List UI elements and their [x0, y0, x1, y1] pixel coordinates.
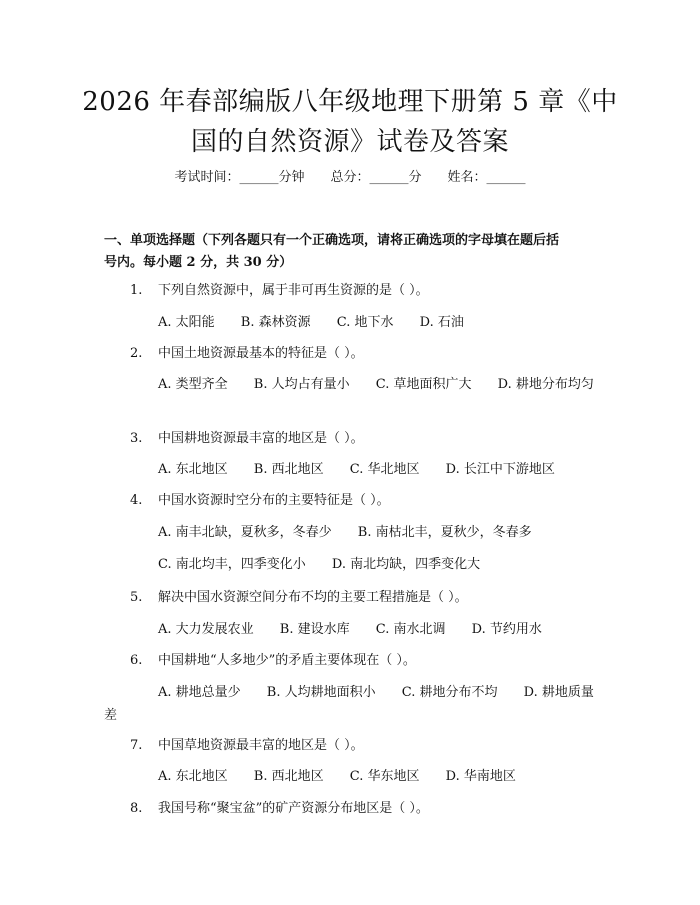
- student-name-field: 姓名：______: [447, 170, 526, 185]
- option-c: C. 地下水: [336, 315, 394, 330]
- section-heading: [104, 230, 604, 274]
- question-text: 中国水资源时空分布的主要特征是（ ）。: [158, 493, 390, 508]
- option-c: C. 草地面积广大: [375, 377, 472, 392]
- option-b: B. 森林资源: [240, 315, 311, 330]
- option-c: C. 华北地区: [349, 462, 420, 477]
- exam-meta: [0, 169, 700, 187]
- question-4: [130, 492, 390, 510]
- option-a: A. 太阳能: [158, 315, 215, 330]
- option-c: C. 华东地区: [349, 769, 420, 784]
- option-d: D. 节约用水: [471, 622, 542, 637]
- question-5-options: [104, 618, 600, 641]
- question-number: 5.: [130, 590, 143, 605]
- question-number: 7.: [130, 738, 143, 753]
- option-d: D. 耕地分布均匀: [497, 377, 594, 392]
- question-number: 1.: [130, 283, 143, 298]
- question-text: 中国耕地“人多地少”的矛盾主要体现在（ ）。: [158, 653, 416, 668]
- title-line-1: 2026 年春部编版八年级地理下册第 5 章《中: [82, 87, 618, 117]
- question-text: 中国土地资源最基本的特征是（ ）。: [158, 346, 364, 361]
- question-6: [130, 652, 416, 670]
- question-text: 下列自然资源中，属于非可再生资源的是（ ）。: [158, 283, 429, 298]
- exam-time-field: 考试时间：______分钟: [174, 170, 305, 185]
- question-1: [130, 282, 429, 300]
- option-b: B. 人均耕地面积小: [266, 685, 376, 700]
- question-text: 中国草地资源最丰富的地区是（ ）。: [158, 738, 364, 753]
- question-number: 8.: [130, 801, 143, 816]
- option-a: A. 耕地总量少: [158, 685, 241, 700]
- question-1-options: [104, 311, 600, 334]
- question-2: [130, 345, 364, 363]
- section-heading-line-1: 一、单项选择题（下列各题只有一个正确选项，请将正确选项的字母填在题后括: [104, 233, 560, 248]
- option-d: D. 耕地质量差: [104, 685, 594, 723]
- option-b: B. 西北地区: [253, 462, 324, 477]
- question-7: [130, 737, 364, 755]
- question-text: 中国耕地资源最丰富的地区是（ ）。: [158, 431, 364, 446]
- option-b: B. 西北地区: [253, 769, 324, 784]
- question-number: 6.: [130, 653, 143, 668]
- question-7-options: [104, 765, 600, 788]
- document-title: [60, 82, 640, 162]
- question-number: 3.: [130, 431, 143, 446]
- total-score-field: 总分：______分: [330, 170, 422, 185]
- option-b: B. 南枯北丰，夏秋少，冬春多: [357, 525, 532, 540]
- question-6-options: [104, 681, 600, 727]
- option-a: A. 大力发展农业: [158, 622, 254, 637]
- option-c: C. 南水北调: [375, 622, 446, 637]
- option-b: B. 建设水库: [279, 622, 350, 637]
- question-text: 我国号称“聚宝盆”的矿产资源分布地区是（ ）。: [158, 801, 429, 816]
- option-a: A. 南丰北缺，夏秋多，冬春少: [158, 525, 332, 540]
- question-2-options: [104, 373, 600, 396]
- option-a: A. 类型齐全: [158, 377, 228, 392]
- question-4-options-row-1: [104, 521, 600, 544]
- question-5: [130, 589, 468, 607]
- option-d: D. 南北均缺，四季变化大: [331, 557, 481, 572]
- question-3: [130, 430, 364, 448]
- question-3-options: [104, 458, 600, 481]
- option-b: B. 人均占有量小: [253, 377, 350, 392]
- section-heading-line-2: 号内。每小题 2 分，共 30 分）: [104, 255, 293, 270]
- question-number: 2.: [130, 346, 143, 361]
- question-text: 解决中国水资源空间分布不均的主要工程措施是（ ）。: [158, 590, 468, 605]
- option-c: C. 耕地分布不均: [401, 685, 498, 700]
- option-a: A. 东北地区: [158, 462, 228, 477]
- option-d: D. 华南地区: [445, 769, 516, 784]
- question-4-options-row-2: [104, 553, 600, 576]
- title-line-2: 国的自然资源》试卷及答案: [190, 127, 509, 157]
- option-d: D. 石油: [419, 315, 464, 330]
- option-c: C. 南北均丰，四季变化小: [158, 557, 306, 572]
- question-number: 4.: [130, 493, 143, 508]
- question-8: [130, 800, 429, 818]
- option-d: D. 长江中下游地区: [445, 462, 555, 477]
- option-a: A. 东北地区: [158, 769, 228, 784]
